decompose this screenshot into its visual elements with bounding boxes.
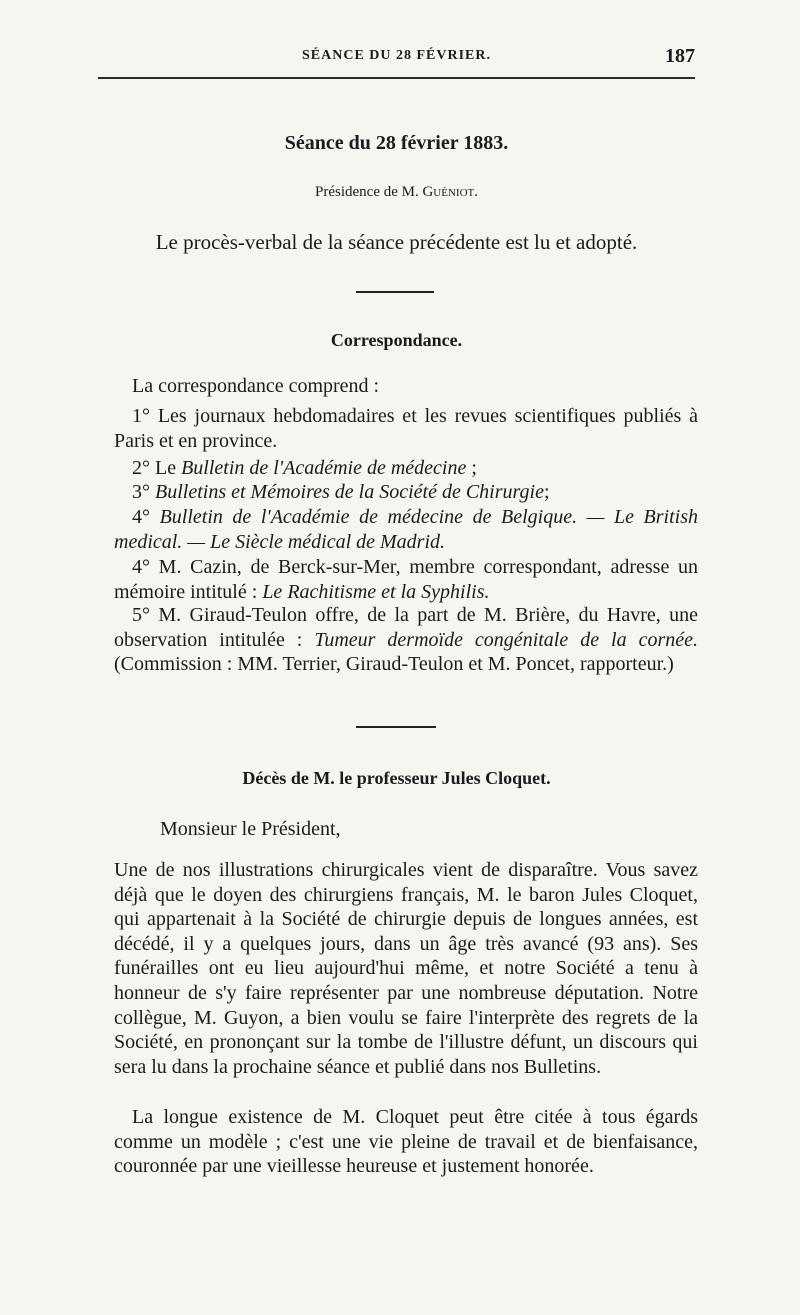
item-5-title: Tumeur dermoïde congénitale de la cornée. xyxy=(314,628,698,651)
correspondance-item-5 xyxy=(114,603,698,677)
item-2-title: Bulletin de l'Académie de médecine xyxy=(181,457,467,479)
deces-paragraph-1: Une de nos illustrations chirurgicales vient de disparaître. Vous savez déjà que le doyen des chirurgiens français, M. le baron Jules Cloquet, qui appartenait à la Société de chirurgie depuis de longues années, est décédé, il y a quelques jours, dans un âge très avancé (93 ans). Ses funérailles ont eu lieu aujourd'hui même, et notre Société a tenu à honneur de s'y faire représenter par une nombreuse députation. Notre collègue, M. Guyon, a bien voulu se faire l'interprète des regrets de la Société, en prononçant sur la tombe de l'illustre défunt, un discours qui sera lu dans la prochaine séance et publié dans nos Bulletins. xyxy=(114,859,698,1078)
correspondance-item-4 xyxy=(114,505,698,554)
deces-heading: Décès de M. le professeur Jules Cloquet. xyxy=(242,768,551,788)
minutes-statement: Le procès-verbal de la séance précédente est lu et adopté. xyxy=(155,230,638,254)
correspondance-item-3 xyxy=(114,480,698,505)
running-title: SÉANCE DU 28 FÉVRIER. xyxy=(301,48,492,63)
item-3-title: Bulletins et Mémoires de la Société de Chirurgie xyxy=(155,481,544,503)
correspondance-intro: La correspondance comprend : xyxy=(132,375,380,397)
section-divider xyxy=(356,726,436,728)
item-4-prefix: 4° xyxy=(132,506,160,528)
item-4-title: Bulletin de l'Académie de médecine de Belgique. — Le British medical. — Le Siècle médical de Madrid. xyxy=(114,506,699,553)
item-5-suffix: (Commission : MM. Terrier, Giraud-Teulon et M. Poncet, rapporteur.) xyxy=(114,653,674,675)
page-number: 187 xyxy=(665,45,695,67)
salutation: Monsieur le Président, xyxy=(160,818,341,840)
deces-paragraph-2: La longue existence de M. Cloquet peut être citée à tous égards comme un modèle ; c'est une vie pleine de travail et de bienfaisance, couronnée par une vieillesse heureuse et justement honorée. xyxy=(114,1106,698,1178)
correspondance-heading: Correspondance. xyxy=(330,330,463,350)
item-4b-title: Le Rachitisme et la Syphilis. xyxy=(262,580,490,603)
item-2-prefix: 2° Le xyxy=(132,457,182,479)
item-3-prefix: 3° xyxy=(132,481,155,503)
correspondance-item-4b xyxy=(114,555,698,604)
section-divider xyxy=(356,291,434,293)
presidence-line xyxy=(98,184,695,201)
item-5-text: 5° M. Giraud-Teulon offre, de la part de M. Brière, du Havre, une observation intitulée : xyxy=(114,604,698,651)
item-2-suffix: ; xyxy=(466,457,477,479)
correspondance-item-1: 1° Les journaux hebdomadaires et les revues scientifiques publiés à Paris et en province. xyxy=(114,405,698,452)
header-rule xyxy=(98,77,695,79)
running-header xyxy=(98,45,695,72)
correspondance-item-2 xyxy=(114,456,698,481)
presidence-prefix: Présidence de M. xyxy=(315,184,423,200)
item-3-suffix: ; xyxy=(543,481,550,503)
president-name: Guéniot. xyxy=(422,184,478,200)
item-4b-text: 4° M. Cazin, de Berck-sur-Mer, membre correspondant, adresse un mémoire intitulé : xyxy=(114,556,698,603)
session-title: Séance du 28 février 1883. xyxy=(284,132,509,154)
